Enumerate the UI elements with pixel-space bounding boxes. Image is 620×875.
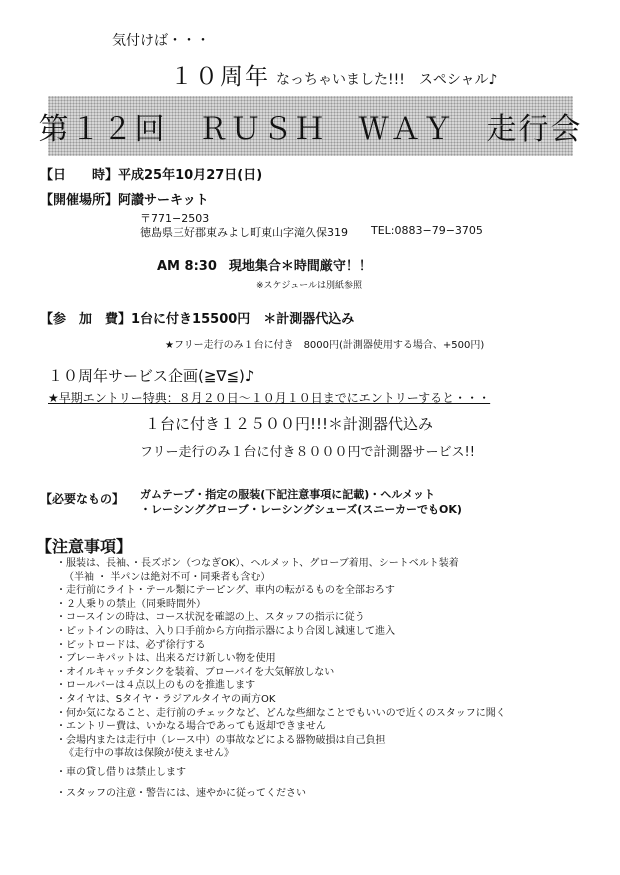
venue-row	[40, 189, 209, 208]
note-item: ・スタッフの注意・警告には、速やかに従ってください	[56, 787, 306, 799]
free-run-offer: フリー走行のみ１台に付き８０００円で計測器サービス!!	[140, 445, 475, 460]
venue-postal: 〒771−2503	[140, 212, 210, 225]
fee-value: 1台に付き15500円 ＊計測器代込み	[131, 312, 355, 327]
note-item: ・タイヤは、Sタイヤ・ラジアルタイヤの両方OK	[56, 693, 276, 705]
notes-title: 【注意事項】	[36, 537, 133, 556]
schedule-note: ※スケジュールは別紙参照	[256, 281, 363, 291]
date-label: 【日 時】	[40, 168, 119, 183]
event-title: 第１２回 ＲＵＳＨ ＷＡＹ 走行会	[38, 112, 583, 147]
note-item: ・エントリー費は、いかなる場合であっても返却できません	[56, 721, 326, 733]
meeting-time: AM 8:30	[157, 259, 217, 274]
note-item: ・コースインの時は、コース状況を確認の上、スタッフの指示に従う	[56, 612, 365, 624]
note-item: ・走行前にライト・テール類にテーピング、車内の転がるものを全部おろす	[56, 585, 395, 597]
meeting-note: 現地集合＊時間厳守！！	[228, 259, 372, 274]
note-item: ・ロールバーは４点以上のものを推進します	[56, 680, 256, 692]
venue-label: 【開催場所】	[40, 193, 119, 208]
required-label: 【必要なもの】	[40, 492, 125, 506]
early-entry-text: ★早期エントリー特典：８月２０日〜１０月１０日までにエントリーすると・・・	[48, 391, 491, 405]
meeting-row	[157, 255, 372, 274]
required-line-2: ・レーシンググローブ・レーシングシューズ(スニーカーでもOK)	[140, 503, 462, 516]
title-banner	[38, 96, 583, 156]
note-item: ・２人乗りの禁止（同乗時間外）	[56, 598, 206, 610]
note-item: ・会場内または走行中（レース中）の事故などによる器物破損は自己負担	[56, 734, 386, 746]
note-item: ・何か気になること、走行前のチェックなど、どんな些細なことでもいいので近くのスタッフに聞く	[56, 707, 506, 719]
venue-name: 阿讃サーキット	[118, 193, 209, 208]
note-item: ・服装は、長袖、・長ズボン（つなぎOK）、ヘルメット、グローブ着用、シートベルト装着	[56, 558, 459, 569]
date-value: 平成25年10月27日(日)	[118, 168, 263, 183]
note-item: （半袖 ・ 半パンは絶対不可・同乗者も含む）	[64, 571, 271, 583]
note-item: ・ブレーキパットは、出来るだけ新しい物を使用	[56, 653, 276, 665]
venue-address: 徳島県三好郡東みよし町東山字滝久保319	[140, 226, 348, 239]
notes-list	[56, 557, 506, 800]
anniversary-big-text: １０周年	[170, 64, 270, 90]
fee-row	[40, 308, 354, 327]
note-item: ・ピットロードは、必ず徐行する	[56, 639, 206, 651]
intro-text: 気付けば・・・	[112, 33, 210, 49]
note-item: 《走行中の事故は保険が使えません》	[64, 748, 234, 760]
note-item: ・オイルキャッチタンクを装着、ブローバイを大気解放しない	[56, 666, 335, 678]
anniversary-small-text: なっちゃいました!!! スペシャル♪	[276, 72, 498, 88]
date-row	[40, 164, 262, 183]
required-line-1: ガムテープ・指定の服装(下記注意事項に記載)・ヘルメット	[140, 488, 435, 501]
venue-tel: TEL:0883−79−3705	[371, 224, 483, 237]
free-run-note: ★フリー走行のみ１台に付き 8000円(計測器使用する場合、+500円)	[165, 340, 485, 351]
note-item: ・ピットインの時は、入り口手前から方向指示器により合図し減速して進入	[56, 625, 396, 637]
service-title: １０周年サービス企画(≧∇≦)♪	[48, 367, 255, 385]
note-item: ・車の貸し借りは禁止します	[56, 766, 186, 778]
discount-price: １台に付き１２５００円!!!＊計測器代込み	[145, 415, 434, 433]
fee-label: 【参 加 費】	[40, 312, 132, 327]
anniversary-heading	[170, 58, 498, 91]
